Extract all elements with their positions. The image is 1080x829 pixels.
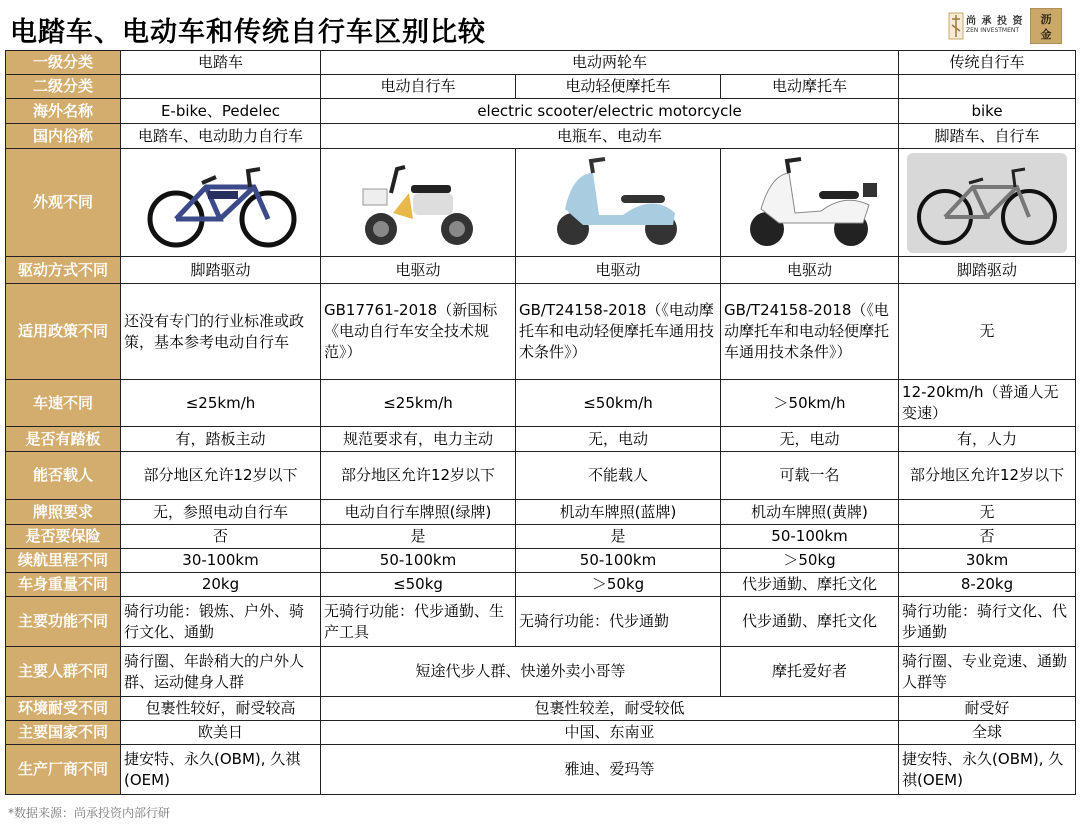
cell bbox=[121, 75, 321, 99]
cell: 50-100km bbox=[516, 549, 721, 573]
cell: 部分地区允许12岁以下 bbox=[321, 452, 516, 500]
row-label: 能否载人 bbox=[6, 452, 121, 500]
cell: 雅迪、爱玛等 bbox=[321, 745, 899, 795]
cell: 脚踏车、自行车 bbox=[899, 124, 1076, 149]
cell: 脚踏驱动 bbox=[121, 257, 321, 284]
cell bbox=[899, 75, 1076, 99]
cell: 部分地区允许12岁以下 bbox=[899, 452, 1076, 500]
cell: 50-100km bbox=[321, 549, 516, 573]
cell bbox=[516, 149, 721, 257]
cell: 是 bbox=[516, 525, 721, 549]
row-label: 国内俗称 bbox=[6, 124, 121, 149]
cell: ≤50km/h bbox=[516, 380, 721, 427]
row-label: 驱动方式不同 bbox=[6, 257, 121, 284]
row-label: 二级分类 bbox=[6, 75, 121, 99]
table-row bbox=[6, 721, 1076, 745]
electric-motorcycle-image bbox=[735, 153, 885, 253]
row-label: 海外名称 bbox=[6, 99, 121, 124]
cell: 无 bbox=[899, 284, 1076, 380]
cell: ＞50kg bbox=[516, 573, 721, 597]
data-source-note: *数据来源：尚承投资内部行研 bbox=[8, 806, 171, 820]
row-label: 续航里程不同 bbox=[6, 549, 121, 573]
cell: 是 bbox=[321, 525, 516, 549]
cell: 电动自行车 bbox=[321, 75, 516, 99]
cell: 20kg bbox=[121, 573, 321, 597]
cell: 电动两轮车 bbox=[321, 51, 899, 75]
company-logo bbox=[948, 8, 1026, 44]
cell: GB/T24158-2018（《电动摩托车和电动轻便摩托车通用技术条件》） bbox=[516, 284, 721, 380]
cell: E-bike、Pedelec bbox=[121, 99, 321, 124]
cell: 无骑行功能：代步通勤、生产工具 bbox=[321, 597, 516, 647]
cell: ≤25km/h bbox=[321, 380, 516, 427]
cell: GB/T24158-2018（《电动摩托车和电动轻便摩托车通用技术条件》） bbox=[721, 284, 899, 380]
table-row bbox=[6, 597, 1076, 647]
cell: 捷安特、永久(OBM), 久祺(OEM) bbox=[899, 745, 1076, 795]
cell: 否 bbox=[121, 525, 321, 549]
cell bbox=[721, 149, 899, 257]
cell: 捷安特、永久(OBM), 久祺(OEM) bbox=[121, 745, 321, 795]
row-label: 车身重量不同 bbox=[6, 573, 121, 597]
cell: 包裹性较差，耐受较低 bbox=[321, 697, 899, 721]
electric-moped-image bbox=[543, 153, 693, 253]
cell: 部分地区允许12岁以下 bbox=[121, 452, 321, 500]
cell: 电踏车、电动助力自行车 bbox=[121, 124, 321, 149]
row-label: 是否要保险 bbox=[6, 525, 121, 549]
cell: 传统自行车 bbox=[899, 51, 1076, 75]
row-label: 主要人群不同 bbox=[6, 647, 121, 697]
logo-subtitle: ZEN INVESTMENT bbox=[966, 27, 1020, 34]
table-row bbox=[6, 75, 1076, 99]
table-row bbox=[6, 99, 1076, 124]
badge-top-text: 沥 bbox=[1040, 13, 1052, 26]
table-row bbox=[6, 549, 1076, 573]
cell: 电踏车 bbox=[121, 51, 321, 75]
table-row bbox=[6, 149, 1076, 257]
row-label: 适用政策不同 bbox=[6, 284, 121, 380]
row-label: 一级分类 bbox=[6, 51, 121, 75]
cell: 电瓶车、电动车 bbox=[321, 124, 899, 149]
row-label: 是否有踏板 bbox=[6, 427, 121, 452]
logo-badge bbox=[1030, 8, 1062, 44]
cell: ＞50km/h bbox=[721, 380, 899, 427]
cell: 骑行功能：锻炼、户外、骑行文化、通勤 bbox=[121, 597, 321, 647]
table-row bbox=[6, 51, 1076, 75]
e-bike-image bbox=[136, 153, 306, 253]
cell: 8-20kg bbox=[899, 573, 1076, 597]
table-row bbox=[6, 525, 1076, 549]
cell: 欧美日 bbox=[121, 721, 321, 745]
badge-bottom-text: 金 bbox=[1040, 28, 1052, 41]
row-label: 外观不同 bbox=[6, 149, 121, 257]
cell: 脚踏驱动 bbox=[899, 257, 1076, 284]
cell: 机动车牌照(蓝牌) bbox=[516, 500, 721, 525]
cell: 可载一名 bbox=[721, 452, 899, 500]
cell: 有，踏板主动 bbox=[121, 427, 321, 452]
cell: GB17761-2018（新国标《电动自行车安全技术规范》） bbox=[321, 284, 516, 380]
table-row bbox=[6, 452, 1076, 500]
cell: 无，参照电动自行车 bbox=[121, 500, 321, 525]
row-label: 环境耐受不同 bbox=[6, 697, 121, 721]
cell: 电动摩托车 bbox=[721, 75, 899, 99]
table-row bbox=[6, 745, 1076, 795]
row-label: 主要国家不同 bbox=[6, 721, 121, 745]
bicycle-image bbox=[907, 153, 1067, 253]
cell bbox=[899, 149, 1076, 257]
cell: 代步通勤、摩托文化 bbox=[721, 573, 899, 597]
page-title: 电踏车、电动车和传统自行车区别比较 bbox=[10, 17, 486, 48]
logo-mark-icon bbox=[948, 11, 964, 41]
cell bbox=[321, 149, 516, 257]
cell bbox=[121, 149, 321, 257]
row-label: 生产厂商不同 bbox=[6, 745, 121, 795]
cell: 摩托爱好者 bbox=[721, 647, 899, 697]
cell: 30-100km bbox=[121, 549, 321, 573]
cell: 有，人力 bbox=[899, 427, 1076, 452]
table-row bbox=[6, 124, 1076, 149]
cell: 电驱动 bbox=[516, 257, 721, 284]
cell: 30km bbox=[899, 549, 1076, 573]
table-row bbox=[6, 697, 1076, 721]
cell: ≤50kg bbox=[321, 573, 516, 597]
cell: 电动自行车牌照(绿牌) bbox=[321, 500, 516, 525]
cell: 耐受好 bbox=[899, 697, 1076, 721]
cell: 不能载人 bbox=[516, 452, 721, 500]
cell: 12-20km/h（普通人无变速） bbox=[899, 380, 1076, 427]
cell: ≤25km/h bbox=[121, 380, 321, 427]
cell: 还没有专门的行业标准或政策，基本参考电动自行车 bbox=[121, 284, 321, 380]
table-row bbox=[6, 380, 1076, 427]
cell: 无，电动 bbox=[516, 427, 721, 452]
cell: 50-100km bbox=[721, 525, 899, 549]
cell: 骑行圈、专业竞速、通勤人群等 bbox=[899, 647, 1076, 697]
cell: ＞50kg bbox=[721, 549, 899, 573]
row-label: 车速不同 bbox=[6, 380, 121, 427]
cell: 无 bbox=[899, 500, 1076, 525]
table-row bbox=[6, 573, 1076, 597]
table-row bbox=[6, 427, 1076, 452]
cell: 中国、东南亚 bbox=[321, 721, 899, 745]
row-label: 主要功能不同 bbox=[6, 597, 121, 647]
cell: 包裹性较好，耐受较高 bbox=[121, 697, 321, 721]
cell: 规范要求有，电力主动 bbox=[321, 427, 516, 452]
cell: 短途代步人群、快递外卖小哥等 bbox=[321, 647, 721, 697]
table-row bbox=[6, 257, 1076, 284]
cell: 无，电动 bbox=[721, 427, 899, 452]
table-row bbox=[6, 500, 1076, 525]
cell: 否 bbox=[899, 525, 1076, 549]
electric-bicycle-image bbox=[353, 153, 483, 253]
cell: 电驱动 bbox=[321, 257, 516, 284]
cell: 骑行圈、年龄稍大的户外人群、运动健身人群 bbox=[121, 647, 321, 697]
cell: 机动车牌照(黄牌) bbox=[721, 500, 899, 525]
row-label: 牌照要求 bbox=[6, 500, 121, 525]
cell: 无骑行功能：代步通勤 bbox=[516, 597, 721, 647]
cell: 骑行功能：骑行文化、代步通勤 bbox=[899, 597, 1076, 647]
cell: 全球 bbox=[899, 721, 1076, 745]
logo-name: 尚 承 投 资 bbox=[966, 16, 1024, 27]
cell: 代步通勤、摩托文化 bbox=[721, 597, 899, 647]
table-row bbox=[6, 647, 1076, 697]
table-row bbox=[6, 284, 1076, 380]
comparison-table bbox=[5, 50, 1076, 795]
cell: electric scooter/electric motorcycle bbox=[321, 99, 899, 124]
cell: bike bbox=[899, 99, 1076, 124]
cell: 电驱动 bbox=[721, 257, 899, 284]
cell: 电动轻便摩托车 bbox=[516, 75, 721, 99]
